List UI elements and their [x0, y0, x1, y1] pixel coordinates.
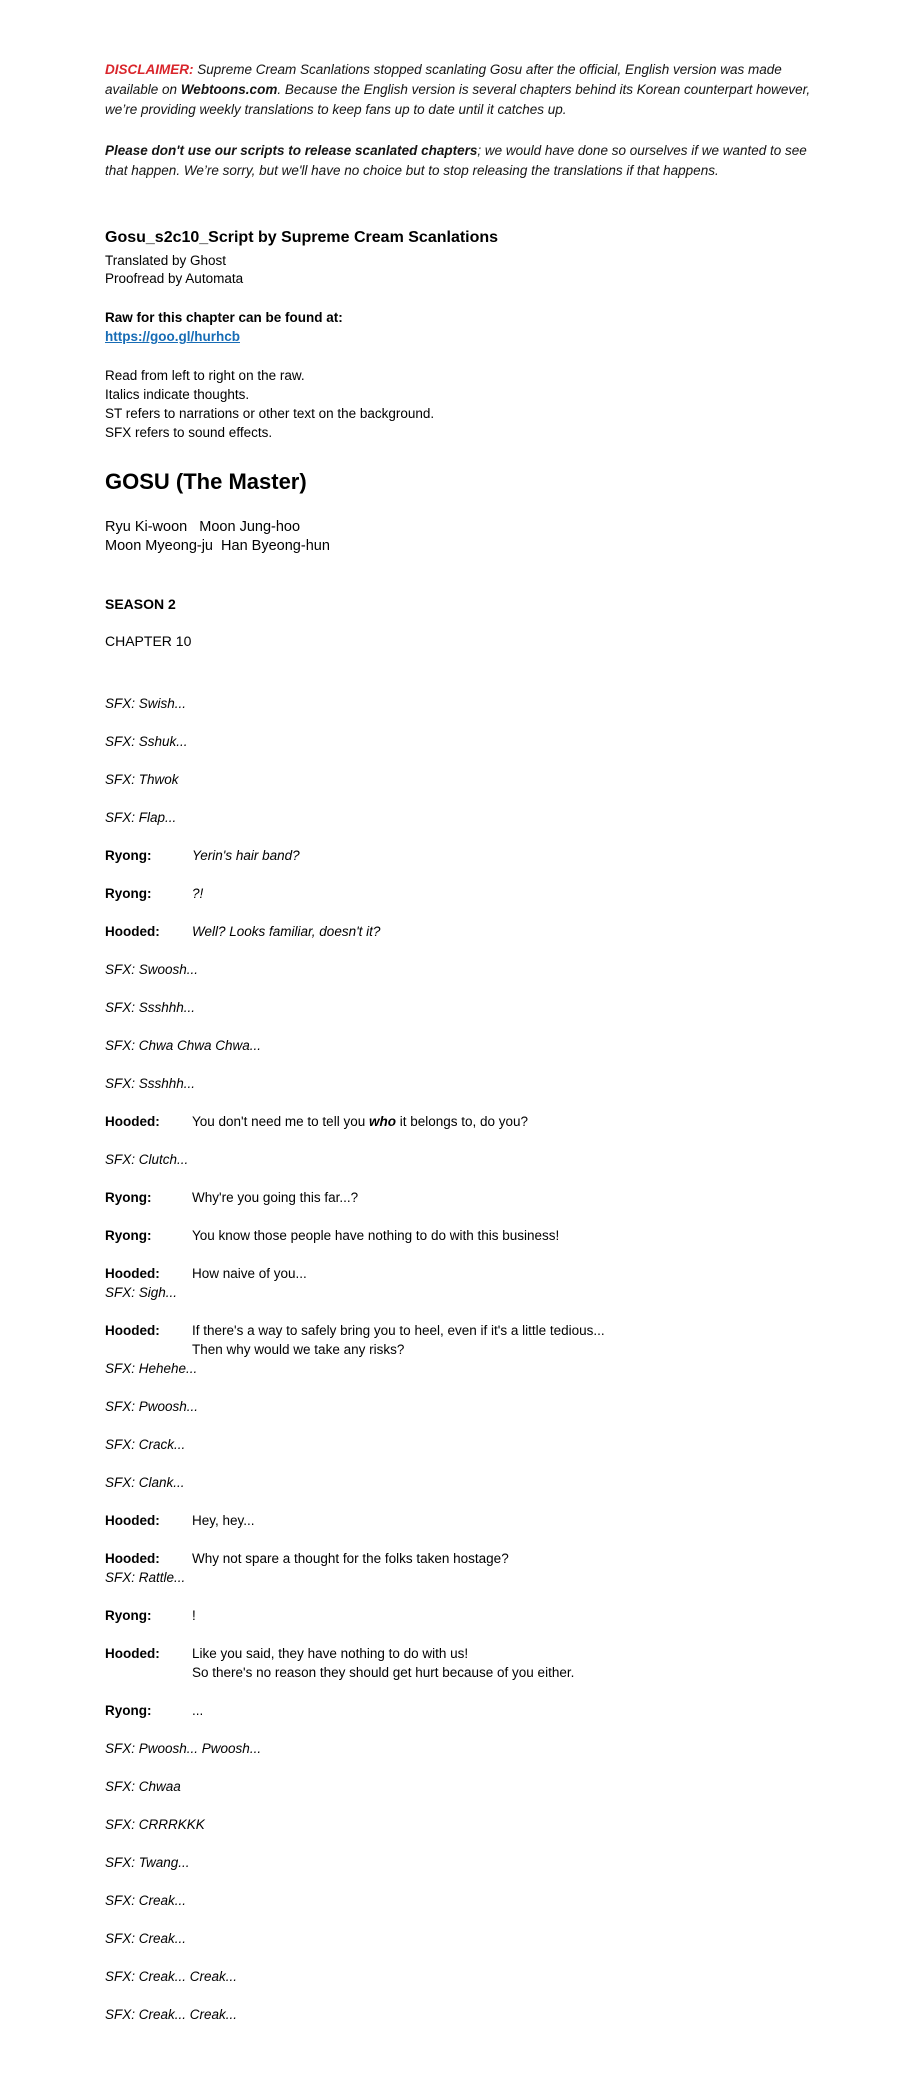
- disclaimer-paragraph-1: [105, 60, 814, 120]
- dialogue-entry: [105, 1606, 814, 1625]
- sfx-line: [105, 1435, 814, 1454]
- dialogue-entry: [105, 1549, 814, 1587]
- sfx-text: SFX: Pwoosh...: [105, 1399, 199, 1414]
- season-heading: SEASON 2: [105, 596, 176, 612]
- note-line: SFX refers to sound effects.: [105, 425, 273, 440]
- sfx-text: SFX: Swish...: [105, 696, 187, 711]
- sfx-line: [105, 732, 814, 751]
- speaker-label: Ryong:: [105, 848, 152, 863]
- speaker-label: Ryong:: [105, 1228, 152, 1243]
- webtoons-name: Webtoons.com: [180, 82, 278, 97]
- dialogue-entry: [105, 922, 814, 941]
- speaker-label: Ryong:: [105, 886, 152, 901]
- sfx-line: [105, 1074, 814, 1093]
- credits-block: [105, 252, 814, 288]
- dialogue-text: Well? Looks familiar, doesn't it?: [192, 924, 381, 939]
- dialogue-entry: [105, 1511, 814, 1530]
- sfx-text: SFX: Chwaa: [105, 1779, 181, 1794]
- dialogue-text: ...: [192, 1703, 204, 1718]
- sfx-text: SFX: Creak...: [105, 1931, 187, 1946]
- disclaimer-paragraph-2: [105, 141, 814, 181]
- sfx-text: SFX: Swoosh...: [105, 962, 199, 977]
- dialogue-text: ?!: [192, 886, 204, 901]
- speaker-label: Ryong:: [105, 1190, 152, 1205]
- sfx-line: [105, 1397, 814, 1416]
- sfx-text: SFX: Ssshhh...: [105, 1000, 196, 1015]
- speaker-label: Ryong:: [105, 1608, 152, 1623]
- sfx-line: [105, 1036, 814, 1055]
- speaker-label: Ryong:: [105, 1703, 152, 1718]
- attached-sfx-text: SFX: Sigh...: [105, 1285, 178, 1300]
- sfx-line: [105, 694, 814, 713]
- note-line: ST refers to narrations or other text on the background.: [105, 406, 435, 421]
- dialogue-entry: [105, 1701, 814, 1720]
- cast-line: Ryu Ki-woon Moon Jung-hoo: [105, 519, 301, 535]
- sfx-line: [105, 1150, 814, 1169]
- sfx-text: SFX: CRRRKKK: [105, 1817, 205, 1832]
- dialogue-entry: [105, 846, 814, 865]
- sfx-text: SFX: Clank...: [105, 1475, 185, 1490]
- speaker-label: Hooded:: [105, 1551, 160, 1566]
- series-title: GOSU (The Master): [105, 469, 307, 494]
- chapter-heading: CHAPTER 10: [105, 633, 192, 649]
- dialogue-text: Why not spare a thought for the folks taken hostage?: [192, 1551, 509, 1566]
- disclaimer-text: Supreme Cream Scanlations stopped scanlating Gosu after the official, English version was made available on: [105, 62, 782, 97]
- script-body: [105, 694, 814, 2024]
- sfx-line: [105, 1777, 814, 1796]
- raw-block: [105, 308, 814, 346]
- dialogue-text: Yerin's hair band?: [192, 848, 300, 863]
- note-line: Italics indicate thoughts.: [105, 387, 250, 402]
- dialogue-text: If there's a way to safely bring you to heel, even if it's a little tedious... Then why would we take any risks?: [192, 1323, 605, 1357]
- sfx-text: SFX: Pwoosh... Pwoosh...: [105, 1741, 262, 1756]
- disclaimer-label: DISCLAIMER:: [105, 62, 194, 77]
- sfx-text: SFX: Chwa Chwa Chwa...: [105, 1038, 262, 1053]
- sfx-text: SFX: Thwok: [105, 772, 179, 787]
- sfx-text: SFX: Creak... Creak...: [105, 2007, 238, 2022]
- sfx-line: [105, 1815, 814, 1834]
- sfx-line: [105, 1929, 814, 1948]
- sfx-line: [105, 1853, 814, 1872]
- dialogue-entry: [105, 1188, 814, 1207]
- speaker-label: Hooded:: [105, 1323, 160, 1338]
- sfx-text: SFX: Creak...: [105, 1893, 187, 1908]
- proofread-by: Proofread by Automata: [105, 271, 244, 286]
- cast-line: Moon Myeong-ju Han Byeong-hun: [105, 538, 330, 554]
- dialogue-entry: [105, 1112, 814, 1131]
- sfx-line: [105, 998, 814, 1017]
- sfx-text: SFX: Flap...: [105, 810, 177, 825]
- sfx-text: SFX: Ssshhh...: [105, 1076, 196, 1091]
- dialogue-text: How naive of you...: [192, 1266, 307, 1281]
- translated-by: Translated by Ghost: [105, 253, 227, 268]
- speaker-label: Hooded:: [105, 1513, 160, 1528]
- dialogue-entry: [105, 1264, 814, 1302]
- dialogue-text: You don't need me to tell you who it belongs to, do you?: [192, 1114, 529, 1129]
- attached-sfx-text: SFX: Rattle...: [105, 1570, 186, 1585]
- dialogue-text: You know those people have nothing to do with this business!: [192, 1228, 560, 1243]
- dialogue-entry: [105, 1226, 814, 1245]
- sfx-line: [105, 960, 814, 979]
- warning-lead: Please don't use our scripts to release scanlated chapters: [105, 143, 478, 158]
- disclaimer-text: . Because the English version is several chapters behind its Korean counterpart however, we’re providing weekly translations to keep fans up to date until it catches up.: [105, 82, 811, 117]
- speaker-label: Hooded:: [105, 924, 160, 939]
- sfx-line: [105, 2005, 814, 2024]
- dialogue-text: Like you said, they have nothing to do with us! So there's no reason they should get hurt because of you either.: [192, 1646, 575, 1680]
- sfx-text: SFX: Twang...: [105, 1855, 190, 1870]
- attached-sfx-text: SFX: Hehehe...: [105, 1361, 198, 1376]
- dialogue-entry: [105, 1321, 814, 1378]
- dialogue-text: Hey, hey...: [192, 1513, 255, 1528]
- dialogue-text: !: [192, 1608, 196, 1623]
- raw-chapter-link[interactable]: https://goo.gl/hurhcb: [105, 329, 240, 344]
- script-title: Gosu_s2c10_Script by Supreme Cream Scanlations: [105, 229, 499, 246]
- sfx-line: [105, 770, 814, 789]
- sfx-text: SFX: Crack...: [105, 1437, 186, 1452]
- sfx-text: SFX: Clutch...: [105, 1152, 189, 1167]
- sfx-line: [105, 808, 814, 827]
- sfx-line: [105, 1891, 814, 1910]
- sfx-line: [105, 1967, 814, 1986]
- speaker-label: Hooded:: [105, 1646, 160, 1661]
- dialogue-entry: [105, 884, 814, 903]
- raw-label: Raw for this chapter can be found at:: [105, 310, 343, 325]
- speaker-label: Hooded:: [105, 1114, 160, 1129]
- sfx-line: [105, 1473, 814, 1492]
- speaker-label: Hooded:: [105, 1266, 160, 1281]
- cast-list: [105, 518, 814, 556]
- reading-notes: [105, 366, 814, 442]
- sfx-text: SFX: Creak... Creak...: [105, 1969, 238, 1984]
- warning-text: ; we would have done so ourselves if we wanted to see that happen. We’re sorry, but we'll have no choice but to stop releasing the translations if that happens.: [105, 143, 807, 178]
- disclaimer-section: [105, 60, 814, 181]
- sfx-text: SFX: Sshuk...: [105, 734, 188, 749]
- sfx-line: [105, 1739, 814, 1758]
- dialogue-text: Why're you going this far...?: [192, 1190, 359, 1205]
- dialogue-entry: [105, 1644, 814, 1682]
- note-line: Read from left to right on the raw.: [105, 368, 305, 383]
